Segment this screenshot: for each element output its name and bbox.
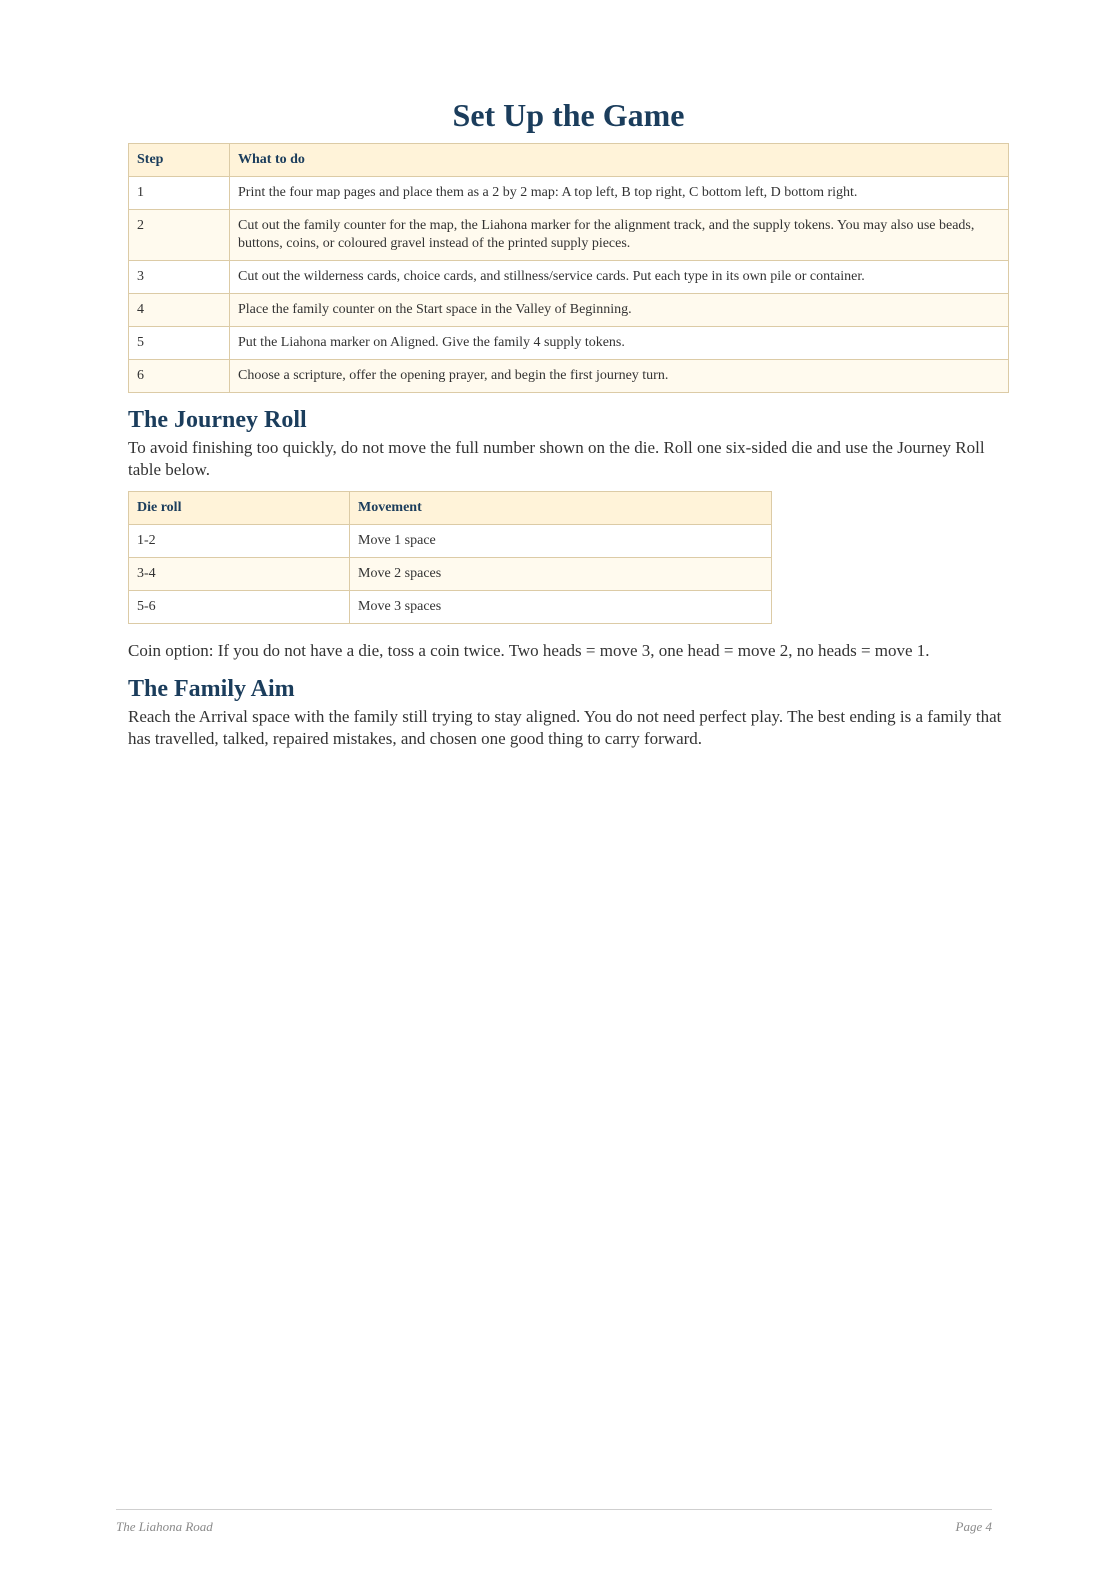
setup-table <box>128 143 1009 393</box>
step-number: 3 <box>129 261 230 294</box>
movement-value: Move 2 spaces <box>350 558 772 591</box>
section-heading-journey-roll: The Journey Roll <box>128 407 307 433</box>
movement-value: Move 1 space <box>350 525 772 558</box>
footer-document-title: The Liahona Road <box>116 1519 213 1534</box>
step-number: 2 <box>129 210 230 261</box>
step-description: Cut out the wilderness cards, choice cards, and stillness/service cards. Put each type in its own pile or container. <box>230 261 1009 294</box>
table-row <box>129 558 772 591</box>
table-row <box>129 294 1009 327</box>
page-footer <box>116 1509 992 1534</box>
step-description: Place the family counter on the Start space in the Valley of Beginning. <box>230 294 1009 327</box>
footer-page-number: Page 4 <box>955 1519 992 1534</box>
journey-roll-intro: To avoid finishing too quickly, do not move the full number shown on the die. Roll one six-sided die and use the Journey Roll table below. <box>128 438 985 479</box>
step-number: 1 <box>129 177 230 210</box>
step-description: Choose a scripture, offer the opening prayer, and begin the first journey turn. <box>230 360 1009 393</box>
table-row <box>129 327 1009 360</box>
die-roll-value: 5-6 <box>129 591 350 624</box>
table-row <box>129 525 772 558</box>
step-description: Print the four map pages and place them as a 2 by 2 map: A top left, B top right, C bottom left, D bottom right. <box>230 177 1009 210</box>
coin-option-text: Coin option: If you do not have a die, toss a coin twice. Two heads = move 3, one head = move 2, no heads = move 1. <box>128 641 930 660</box>
table-row <box>129 591 772 624</box>
column-header-movement: Movement <box>350 492 772 525</box>
page-title: Set Up the Game <box>452 97 685 133</box>
column-header-step: Step <box>129 144 230 177</box>
step-number: 5 <box>129 327 230 360</box>
journey-roll-header-row <box>129 492 772 525</box>
die-roll-value: 3-4 <box>129 558 350 591</box>
setup-table-header-row <box>129 144 1009 177</box>
journey-roll-table <box>128 491 772 624</box>
column-header-die-roll: Die roll <box>129 492 350 525</box>
step-number: 6 <box>129 360 230 393</box>
die-roll-value: 1-2 <box>129 525 350 558</box>
column-header-what-to-do: What to do <box>230 144 1009 177</box>
step-number: 4 <box>129 294 230 327</box>
table-row <box>129 210 1009 261</box>
table-row <box>129 360 1009 393</box>
family-aim-text: Reach the Arrival space with the family still trying to stay aligned. You do not need perfect play. The best ending is a family that has travelled, talked, repaired mistakes, and chosen one good thing to carry forward. <box>128 707 1002 748</box>
table-row <box>129 261 1009 294</box>
page-content <box>128 95 1009 750</box>
section-heading-family-aim: The Family Aim <box>128 676 295 702</box>
step-description: Cut out the family counter for the map, the Liahona marker for the alignment track, and the supply tokens. You may also use beads, buttons, coins, or coloured gravel instead of the printed supply pieces. <box>230 210 1009 261</box>
step-description: Put the Liahona marker on Aligned. Give the family 4 supply tokens. <box>230 327 1009 360</box>
movement-value: Move 3 spaces <box>350 591 772 624</box>
table-row <box>129 177 1009 210</box>
